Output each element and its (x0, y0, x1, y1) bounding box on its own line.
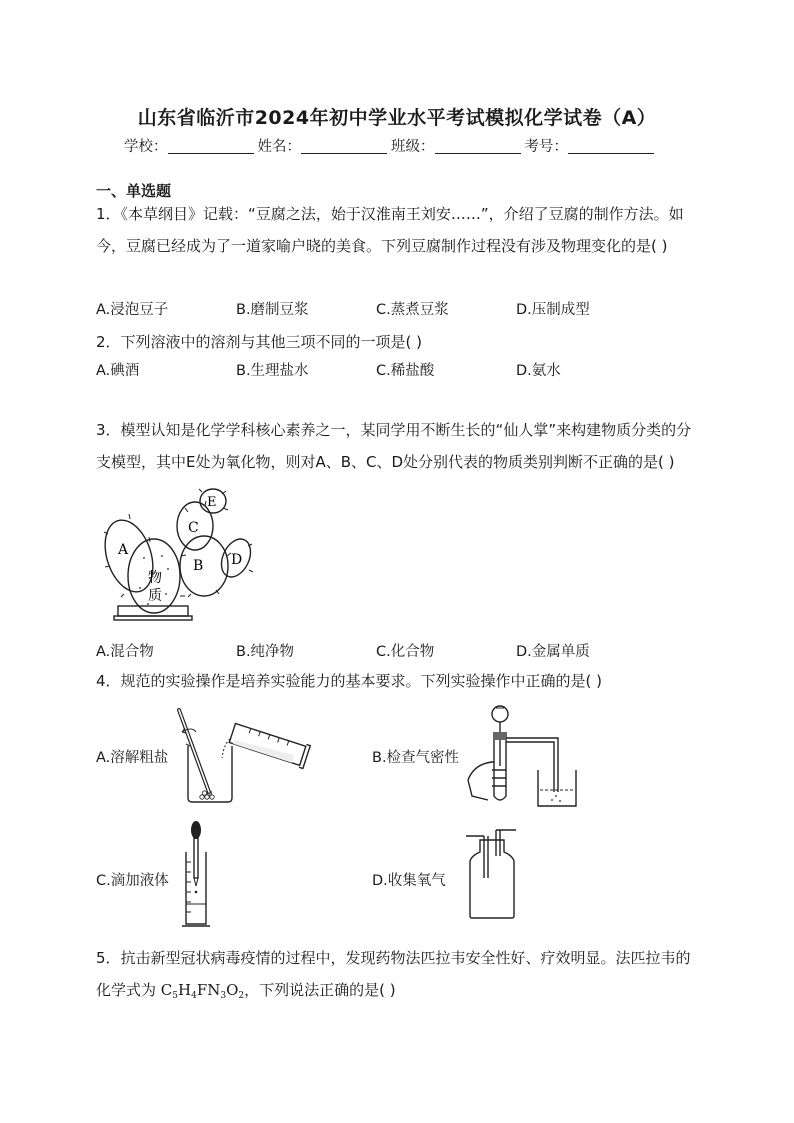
collect-oxygen-figure (460, 834, 520, 922)
q5-text-after: ，下列说法正确的是( ) (244, 981, 396, 999)
cactus-label-wu: 物 (148, 570, 162, 586)
section-heading: 一、单选题 (96, 182, 172, 200)
class-blank[interactable] (435, 137, 521, 154)
q1-option-d[interactable]: D.压制成型 (516, 302, 590, 318)
cactus-pad-b (180, 536, 228, 596)
q3-option-a[interactable]: A.混合物 (96, 644, 154, 660)
question-2-text: 2．下列溶液中的溶剂与其他三项不同的一项是( ) (96, 333, 423, 351)
exam-title: 山东省临沂市2024年初中学业水平考试模拟化学试卷（A） (137, 107, 657, 129)
school-blank[interactable] (168, 137, 254, 154)
question-1-text: 1．《本草纲目》记载：“豆腐之法，始于汉淮南王刘安……”，介绍了豆腐的制作方法。如今，豆腐已经成为了一道家喻户晓的美食。下列豆腐制作过程没有涉及物理变化的是( ) (96, 205, 684, 255)
cactus-label-d: D (231, 552, 243, 568)
class-label: 班级： (391, 139, 435, 155)
formula-subscript: 2 (238, 991, 245, 1001)
q2-option-d[interactable]: D.氨水 (516, 363, 561, 379)
student-info-row (124, 135, 684, 156)
question-4-text: 4．规范的实验操作是培养实验能力的基本要求。下列实验操作中正确的是( ) (96, 672, 603, 690)
q1-option-a[interactable]: A.浸泡豆子 (96, 302, 169, 318)
q4-option-b[interactable]: B.检查气密性 (372, 750, 460, 766)
q2-option-b[interactable]: B.生理盐水 (236, 363, 309, 379)
formula-element: C (160, 981, 173, 999)
q1-option-b[interactable]: B.磨制豆浆 (236, 302, 309, 318)
formula-element: H (178, 981, 192, 999)
q4-option-c[interactable]: C.滴加液体 (96, 873, 169, 889)
cactus-label-b: B (193, 558, 204, 574)
formula-subscript: 4 (191, 991, 197, 1001)
question-1-options (96, 298, 696, 319)
q5-formula (161, 981, 244, 999)
exam-number-blank[interactable] (568, 137, 654, 154)
formula-subscript: 5 (172, 991, 178, 1001)
cactus-label-e: E (207, 495, 217, 510)
cactus-label-a: A (118, 542, 129, 558)
formula-element: N (207, 981, 221, 999)
q5-text-before: 5．抗击新型冠状病毒疫情的过程中，发现药物法匹拉韦安全性好、疗效明显。法匹拉韦的化学式为 (96, 949, 691, 999)
question-5-text (96, 942, 701, 1012)
question-3-text: 3．模型认知是化学学科核心素养之一，某同学用不断生长的“仙人掌”来构建物质分类的分支模型，其中E处为氧化物，则对A、B、C、D处分别代表的物质类别判断不正确的是( ) (96, 421, 692, 471)
q2-option-c[interactable]: C.稀盐酸 (376, 363, 435, 379)
exam-number-label: 考号： (524, 139, 568, 155)
q3-option-c[interactable]: C.化合物 (376, 644, 435, 660)
q3-option-d[interactable]: D.金属单质 (516, 644, 590, 660)
formula-element: F (196, 981, 208, 999)
q4-option-d[interactable]: D.收集氧气 (372, 873, 446, 889)
name-label: 姓名： (257, 139, 301, 155)
add-liquid-figure (176, 818, 216, 934)
cactus-label-c: C (188, 520, 199, 536)
school-label: 学校： (124, 139, 168, 155)
question-2-options (96, 359, 696, 380)
formula-subscript: 3 (220, 991, 227, 1001)
question-3-options (96, 640, 696, 661)
name-blank[interactable] (301, 137, 387, 154)
q2-option-a[interactable]: A.碘酒 (96, 363, 140, 379)
airtightness-check-figure (462, 700, 592, 812)
formula-element: O (226, 981, 239, 999)
q1-option-c[interactable]: C.蒸煮豆浆 (376, 302, 449, 318)
dissolve-salt-figure (176, 706, 318, 806)
q3-option-b[interactable]: B.纯净物 (236, 644, 295, 660)
cactus-label-zhi: 质 (148, 588, 162, 604)
cactus-classification-figure (96, 486, 276, 631)
q4-option-a[interactable]: A.溶解粗盐 (96, 750, 169, 766)
